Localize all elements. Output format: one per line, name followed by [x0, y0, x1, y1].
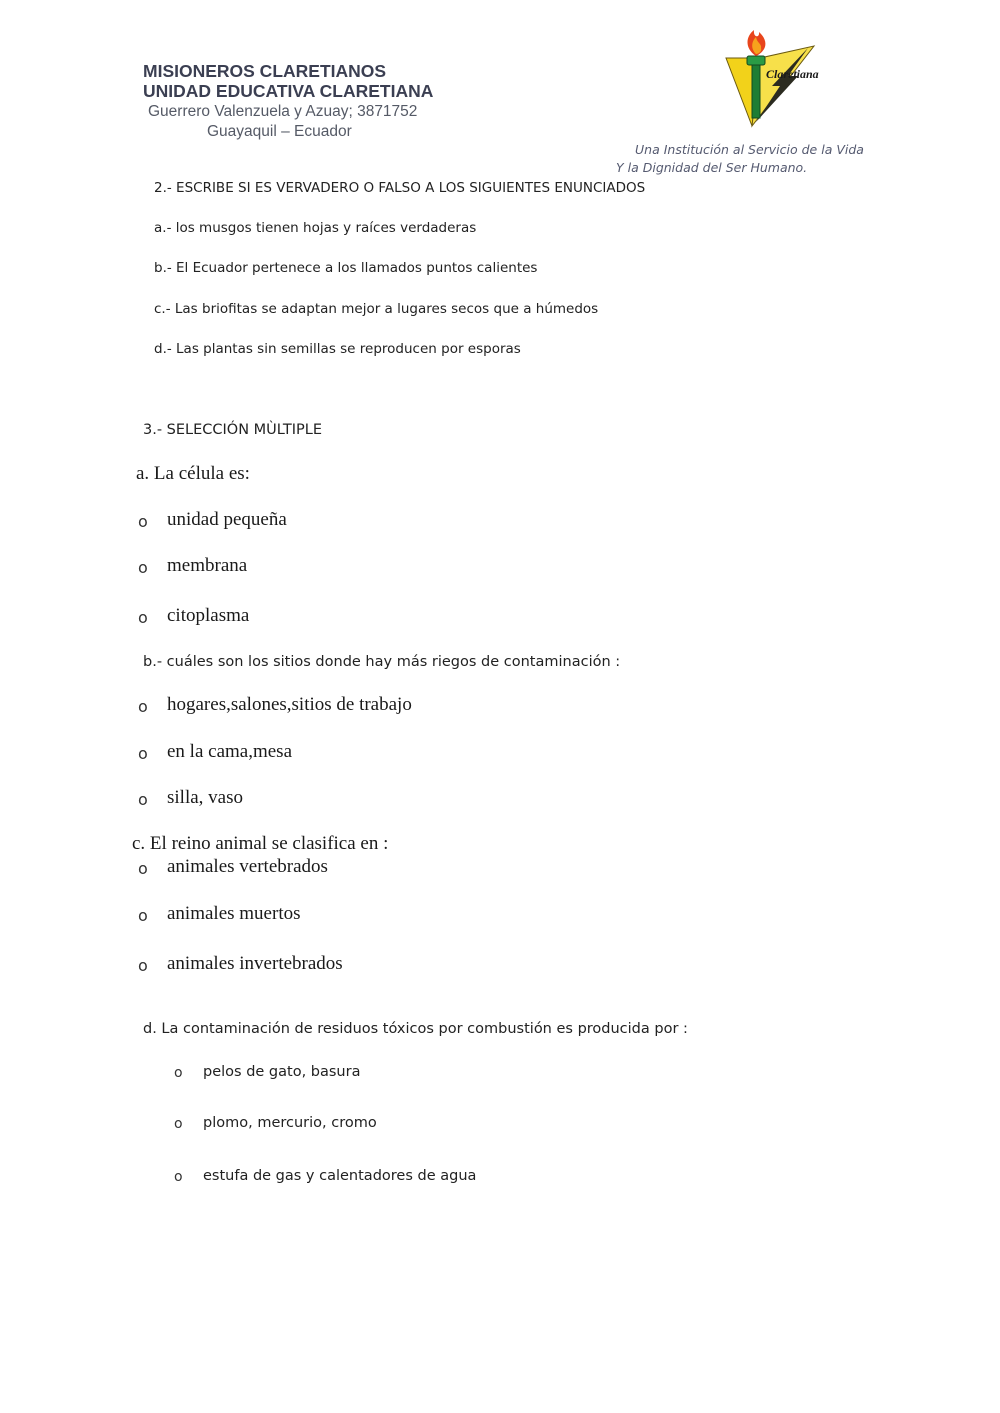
logo-text: Claretiana: [766, 67, 819, 81]
option-bullet[interactable]: o: [138, 906, 148, 925]
option-bullet[interactable]: o: [138, 558, 148, 577]
option-b-2: en la cama,mesa: [167, 741, 293, 762]
motto-line-1: Una Institución al Servicio de la Vida: [635, 142, 864, 157]
school-logo: [722, 28, 832, 130]
option-bullet[interactable]: o: [174, 1065, 183, 1081]
option-d-1: pelos de gato, basura: [203, 1064, 361, 1080]
option-c-2: animales muertos: [167, 903, 301, 924]
true-false-item-c: c.- Las briofitas se adaptan mejor a lugares secos que a húmedos: [154, 301, 599, 317]
option-a-3: citoplasma: [167, 605, 250, 626]
question-b: b.- cuáles son los sitios donde hay más riegos de contaminación :: [143, 654, 621, 670]
true-false-item-a: a.- los musgos tienen hojas y raíces verdaderas: [154, 220, 477, 236]
section-3-title: 3.- SELECCIÓN MÙLTIPLE: [143, 422, 322, 438]
option-c-3: animales invertebrados: [167, 953, 343, 974]
true-false-item-b: b.- El Ecuador pertenece a los llamados puntos calientes: [154, 260, 538, 276]
section-2-title: 2.- ESCRIBE SI ES VERVADERO O FALSO A LOS SIGUIENTES ENUNCIADOS: [154, 180, 646, 196]
option-bullet[interactable]: o: [138, 512, 148, 531]
option-c-1: animales vertebrados: [167, 856, 328, 877]
option-a-1: unidad pequeña: [167, 509, 287, 530]
option-bullet[interactable]: o: [138, 608, 148, 627]
option-d-3: estufa de gas y calentadores de agua: [203, 1168, 477, 1184]
option-a-2: membrana: [167, 555, 248, 576]
school-order-name: MISIONEROS CLARETIANOS: [143, 61, 387, 81]
option-bullet[interactable]: o: [138, 744, 148, 763]
option-bullet[interactable]: o: [174, 1169, 183, 1185]
option-b-3: silla, vaso: [167, 787, 243, 808]
option-bullet[interactable]: o: [138, 790, 148, 809]
school-address: Guerrero Valenzuela y Azuay; 3871752: [148, 103, 418, 120]
option-b-1: hogares,salones,sitios de trabajo: [167, 694, 412, 715]
question-a: a. La célula es:: [136, 463, 250, 484]
question-d: d. La contaminación de residuos tóxicos por combustión es producida por :: [143, 1021, 688, 1037]
option-bullet[interactable]: o: [138, 956, 148, 975]
motto-line-2: Y la Dignidad del Ser Humano.: [616, 160, 808, 175]
option-bullet[interactable]: o: [138, 859, 148, 878]
question-c: c. El reino animal se clasifica en :: [132, 833, 389, 854]
option-bullet[interactable]: o: [138, 697, 148, 716]
school-city: Guayaquil – Ecuador: [207, 123, 352, 140]
true-false-item-d: d.- Las plantas sin semillas se reproducen por esporas: [154, 341, 521, 357]
school-name: UNIDAD EDUCATIVA CLARETIANA: [143, 81, 434, 101]
option-d-2: plomo, mercurio, cromo: [203, 1115, 377, 1131]
option-bullet[interactable]: o: [174, 1116, 183, 1132]
